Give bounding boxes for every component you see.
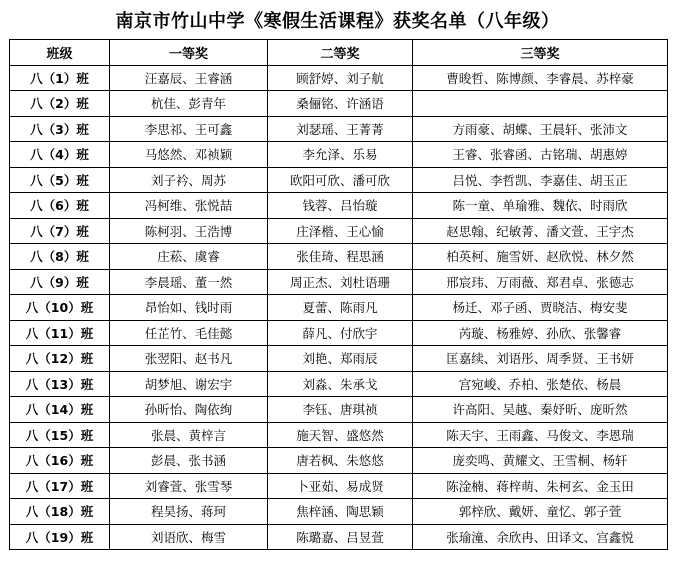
class-cell: 八（12）班 <box>10 346 110 372</box>
first-prize-cell: 汪嘉辰、王睿涵 <box>110 65 268 91</box>
class-cell: 八（8）班 <box>10 244 110 270</box>
third-prize-cell: 方雨豪、胡蝶、王晨轩、张沛文 <box>413 116 668 142</box>
second-prize-cell: 李允泽、乐易 <box>268 142 413 168</box>
third-prize-cell: 许高阳、吴越、秦妤昕、庞昕然 <box>413 397 668 423</box>
second-prize-cell: 欧阳可欣、潘可欣 <box>268 167 413 193</box>
first-prize-cell: 李思祁、王可鑫 <box>110 116 268 142</box>
table-row <box>10 116 668 142</box>
second-prize-cell: 施天智、盛悠然 <box>268 422 413 448</box>
class-cell: 八（2）班 <box>10 91 110 117</box>
class-cell: 八（11）班 <box>10 320 110 346</box>
first-prize-cell: 冯柯维、张悦喆 <box>110 193 268 219</box>
third-prize-cell: 郭梓欣、戴妍、童忆、郭子萱 <box>413 499 668 525</box>
third-prize-cell: 王睿、张睿函、古铭瑞、胡惠婷 <box>413 142 668 168</box>
second-prize-cell: 刘淼、朱承戈 <box>268 371 413 397</box>
table-row <box>10 397 668 423</box>
third-prize-cell: 庞奕鸣、黄耀文、王雪桐、杨轩 <box>413 448 668 474</box>
table-row <box>10 524 668 550</box>
table-row <box>10 448 668 474</box>
first-prize-cell: 庄菘、虞睿 <box>110 244 268 270</box>
third-prize-cell: 柏英柯、施雪妍、赵欣悦、林夕然 <box>413 244 668 270</box>
class-cell: 八（13）班 <box>10 371 110 397</box>
table-row <box>10 218 668 244</box>
class-cell: 八（3）班 <box>10 116 110 142</box>
table-row <box>10 346 668 372</box>
second-prize-cell: 刘艳、郑雨辰 <box>268 346 413 372</box>
second-prize-cell: 周正杰、刘杜语珊 <box>268 269 413 295</box>
table-row <box>10 244 668 270</box>
third-prize-cell <box>413 91 668 117</box>
table-row <box>10 193 668 219</box>
class-cell: 八（15）班 <box>10 422 110 448</box>
first-prize-cell: 杭佳、彭青年 <box>110 91 268 117</box>
class-cell: 八（9）班 <box>10 269 110 295</box>
third-prize-cell: 杨迁、邓子函、贾晓洁、梅安斐 <box>413 295 668 321</box>
table-row <box>10 371 668 397</box>
award-table <box>9 39 668 550</box>
class-cell: 八（14）班 <box>10 397 110 423</box>
second-prize-cell: 卜亚茹、易成贤 <box>268 473 413 499</box>
second-prize-cell: 桑俪铭、许涵语 <box>268 91 413 117</box>
header-third-prize: 三等奖 <box>413 40 668 66</box>
third-prize-cell: 曹晙哲、陈博颜、李睿晨、苏梓豪 <box>413 65 668 91</box>
class-cell: 八（17）班 <box>10 473 110 499</box>
table-row <box>10 65 668 91</box>
first-prize-cell: 马悠然、邓祯颖 <box>110 142 268 168</box>
table-body <box>10 65 668 550</box>
header-second-prize: 二等奖 <box>268 40 413 66</box>
third-prize-cell: 陈淦楠、蒋梓萌、朱柯玄、金玉田 <box>413 473 668 499</box>
second-prize-cell: 焦梓涵、陶思颖 <box>268 499 413 525</box>
class-cell: 八（7）班 <box>10 218 110 244</box>
second-prize-cell: 李钰、唐琪祯 <box>268 397 413 423</box>
second-prize-cell: 张佳琦、程思涵 <box>268 244 413 270</box>
second-prize-cell: 薛凡、付欣宇 <box>268 320 413 346</box>
second-prize-cell: 刘瑟瑶、王菁菁 <box>268 116 413 142</box>
second-prize-cell: 庄泽楷、王心愉 <box>268 218 413 244</box>
first-prize-cell: 张翌阳、赵书凡 <box>110 346 268 372</box>
table-row <box>10 142 668 168</box>
first-prize-cell: 胡梦旭、谢宏宇 <box>110 371 268 397</box>
first-prize-cell: 孙昕怡、陶依绚 <box>110 397 268 423</box>
second-prize-cell: 夏蕾、陈雨凡 <box>268 295 413 321</box>
class-cell: 八（16）班 <box>10 448 110 474</box>
class-cell: 八（19）班 <box>10 524 110 550</box>
first-prize-cell: 程昊扬、蒋珂 <box>110 499 268 525</box>
first-prize-cell: 任芷竹、毛佳懿 <box>110 320 268 346</box>
first-prize-cell: 陈柯羽、王浩博 <box>110 218 268 244</box>
table-row <box>10 269 668 295</box>
third-prize-cell: 张瑜潼、余欣冉、田译文、宫鑫悦 <box>413 524 668 550</box>
second-prize-cell: 唐若枫、朱悠悠 <box>268 448 413 474</box>
table-row <box>10 295 668 321</box>
third-prize-cell: 邢宸玮、万雨薇、郑君卓、张德志 <box>413 269 668 295</box>
third-prize-cell: 赵思翰、纪敏菁、潘文萱、王宇杰 <box>413 218 668 244</box>
first-prize-cell: 刘语欣、梅雪 <box>110 524 268 550</box>
class-cell: 八（18）班 <box>10 499 110 525</box>
table-row <box>10 91 668 117</box>
second-prize-cell: 顾舒婷、刘子航 <box>268 65 413 91</box>
first-prize-cell: 昂怡如、钱时雨 <box>110 295 268 321</box>
class-cell: 八（10）班 <box>10 295 110 321</box>
first-prize-cell: 刘子衿、周苏 <box>110 167 268 193</box>
third-prize-cell: 芮璇、杨雅婷、孙欣、张馨睿 <box>413 320 668 346</box>
third-prize-cell: 宫宛峻、乔柏、张楚依、杨晨 <box>413 371 668 397</box>
table-row <box>10 422 668 448</box>
second-prize-cell: 钱蓉、吕怡璇 <box>268 193 413 219</box>
class-cell: 八（1）班 <box>10 65 110 91</box>
third-prize-cell: 陈天宇、王雨鑫、马俊文、李恩瑞 <box>413 422 668 448</box>
third-prize-cell: 匡嘉续、刘语彤、周季贤、王书妍 <box>413 346 668 372</box>
third-prize-cell: 吕悦、李哲凯、李嘉佳、胡玉正 <box>413 167 668 193</box>
second-prize-cell: 陈璐嘉、吕昱萱 <box>268 524 413 550</box>
table-header-row <box>10 40 668 66</box>
class-cell: 八（4）班 <box>10 142 110 168</box>
table-row <box>10 473 668 499</box>
table-row <box>10 499 668 525</box>
first-prize-cell: 张晨、黄梓言 <box>110 422 268 448</box>
first-prize-cell: 李晨瑶、董一然 <box>110 269 268 295</box>
header-first-prize: 一等奖 <box>110 40 268 66</box>
first-prize-cell: 彭晨、张书涵 <box>110 448 268 474</box>
table-row <box>10 167 668 193</box>
page-title: 南京市竹山中学《寒假生活课程》获奖名单（八年级） <box>115 11 560 32</box>
header-class: 班级 <box>10 40 110 66</box>
class-cell: 八（5）班 <box>10 167 110 193</box>
table-row <box>10 320 668 346</box>
third-prize-cell: 陈一童、单瑜雅、魏依、时雨欣 <box>413 193 668 219</box>
first-prize-cell: 刘睿萱、张雪琴 <box>110 473 268 499</box>
class-cell: 八（6）班 <box>10 193 110 219</box>
